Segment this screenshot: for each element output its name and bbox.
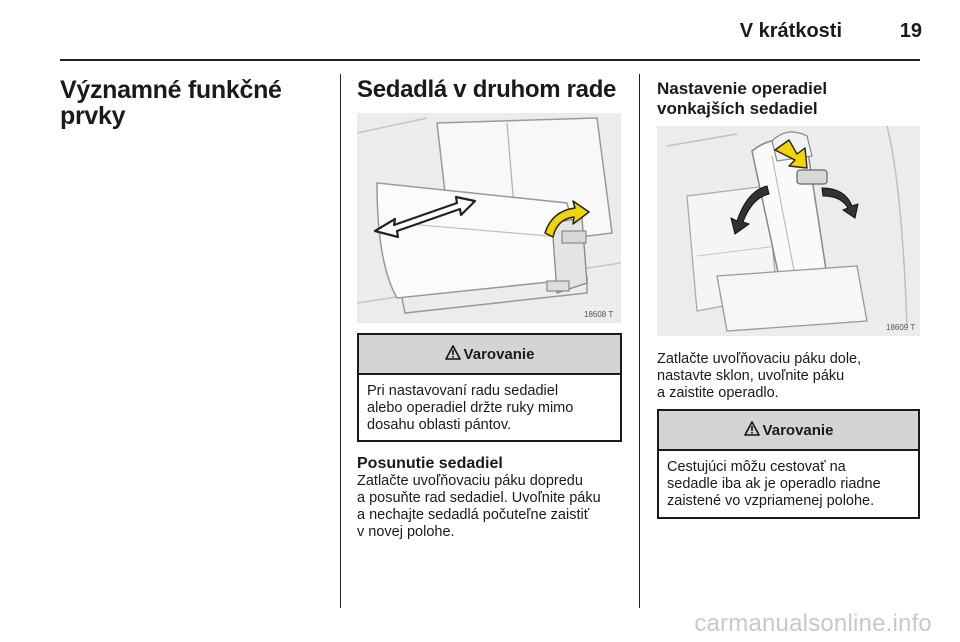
heading-line: Nastavenie operadiel	[657, 79, 828, 98]
warning-box-hinges	[357, 333, 622, 442]
backrest-recline-illustration	[657, 126, 920, 336]
seat-slide-illustration	[357, 113, 621, 323]
warning-line: Pri nastavovaní radu sedadiel	[367, 383, 559, 399]
section-heading-line: prvky	[60, 102, 126, 130]
text-line: v novej polohe.	[357, 524, 455, 540]
warning-line: dosahu oblasti pántov.	[367, 417, 512, 433]
header-title: V krátkosti	[739, 20, 842, 42]
warning-title: Varovanie	[762, 421, 834, 439]
paragraph-heading-seat-slide: Posunutie sedadiel	[357, 455, 503, 472]
paragraph-seat-slide	[357, 473, 632, 541]
watermark: carmanualsonline.info	[694, 610, 932, 637]
warning-text	[659, 451, 918, 516]
section-heading	[60, 77, 282, 129]
page-number: 19	[899, 20, 922, 42]
section-heading-line: Významné funkčné	[60, 76, 282, 104]
warning-line: Cestujúci môžu cestovať na	[667, 459, 846, 475]
figure-code: 18609 T	[886, 323, 916, 332]
warning-line: sedadle iba ak je operadlo riadne	[667, 476, 881, 492]
subsection-heading-backrest	[657, 79, 827, 119]
text-line: Zatlačte uvoľňovaciu páku dopredu	[357, 473, 583, 489]
figure-code: 18608 T	[584, 310, 614, 319]
warning-header	[659, 411, 918, 451]
warning-triangle-icon	[445, 345, 461, 364]
header-divider	[60, 59, 920, 61]
text-line: a zaistite operadlo.	[657, 385, 779, 401]
text-line: a nechajte sedadlá počuteľne zaistiť	[357, 507, 590, 523]
heading-line: vonkajších sedadiel	[657, 99, 818, 118]
warning-line: zaistené vo vzpriamenej polohe.	[667, 493, 875, 509]
figure-backrest-adjust	[657, 126, 920, 336]
figure-second-row-seats	[357, 113, 621, 323]
text-line: a posuňte rad sedadiel. Uvoľnite páku	[357, 490, 601, 506]
text-line: nastavte sklon, uvoľnite páku	[657, 368, 845, 384]
text-line: Zatlačte uvoľňovaciu páku dole,	[657, 351, 862, 367]
warning-title: Varovanie	[463, 345, 535, 363]
warning-triangle-icon	[744, 421, 760, 440]
paragraph-backrest	[657, 351, 922, 402]
column-divider-1	[340, 74, 341, 608]
column-divider-2	[639, 74, 640, 608]
warning-box-backrest	[657, 409, 920, 519]
warning-line: alebo operadiel držte ruky mimo	[367, 400, 574, 416]
warning-text	[359, 375, 620, 440]
subsection-heading-second-row: Sedadlá v druhom rade	[357, 76, 617, 103]
warning-header	[359, 335, 620, 375]
